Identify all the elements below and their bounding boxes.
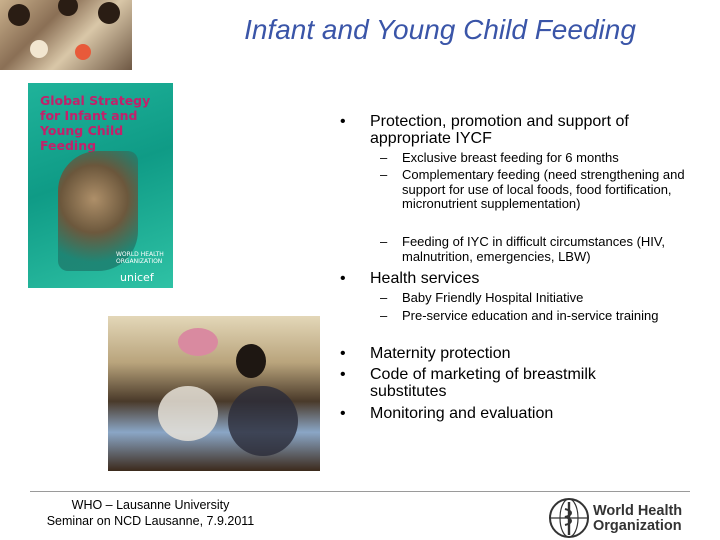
- sub-bullet-item: – Feeding of IYC in difficult circumstances (HIV, malnutrition, emergencies, LBW): [380, 234, 666, 264]
- children-eating-photo: [0, 0, 132, 70]
- sub-bullet-item: – Baby Friendly Hospital Initiative: [380, 290, 584, 305]
- bullet-item: • Health services: [340, 270, 480, 287]
- footer-text: [28, 497, 273, 529]
- sub-bullet-item: – Exclusive breast feeding for 6 months: [380, 150, 619, 165]
- bullet-item: • Maternity protection: [340, 345, 511, 362]
- slide-title: Infant and Young Child Feeding: [244, 14, 636, 45]
- footer-line-2: Seminar on NCD Lausanne, 7.9.2011: [46, 514, 255, 528]
- book-org-text: WORLD HEALTH ORGANIZATION: [116, 251, 164, 265]
- who-emblem-icon: [548, 497, 590, 539]
- footer-line-1: WHO – Lausanne University: [71, 498, 230, 512]
- who-wordmark: World Health Organization: [593, 503, 683, 534]
- footer-divider: [30, 491, 690, 492]
- bullet-item: • Monitoring and evaluation: [340, 405, 554, 422]
- book-unicef-text: unicef: [120, 271, 154, 284]
- bullet-item: • Code of marketing of breastmilk substitutes: [340, 366, 596, 400]
- book-title: Global Strategy for Infant and Young Child Feeding: [40, 93, 151, 153]
- mother-child-health-worker-photo: [108, 316, 320, 471]
- sub-bullet-item: – Complementary feeding (need strengthening and support for use of local foods, food fortification, micronutrient supplementation): [380, 167, 685, 211]
- global-strategy-book-cover: [28, 83, 173, 288]
- sub-bullet-item: – Pre-service education and in-service training: [380, 308, 659, 323]
- bullet-item: • Protection, promotion and support of appropriate IYCF: [340, 113, 629, 147]
